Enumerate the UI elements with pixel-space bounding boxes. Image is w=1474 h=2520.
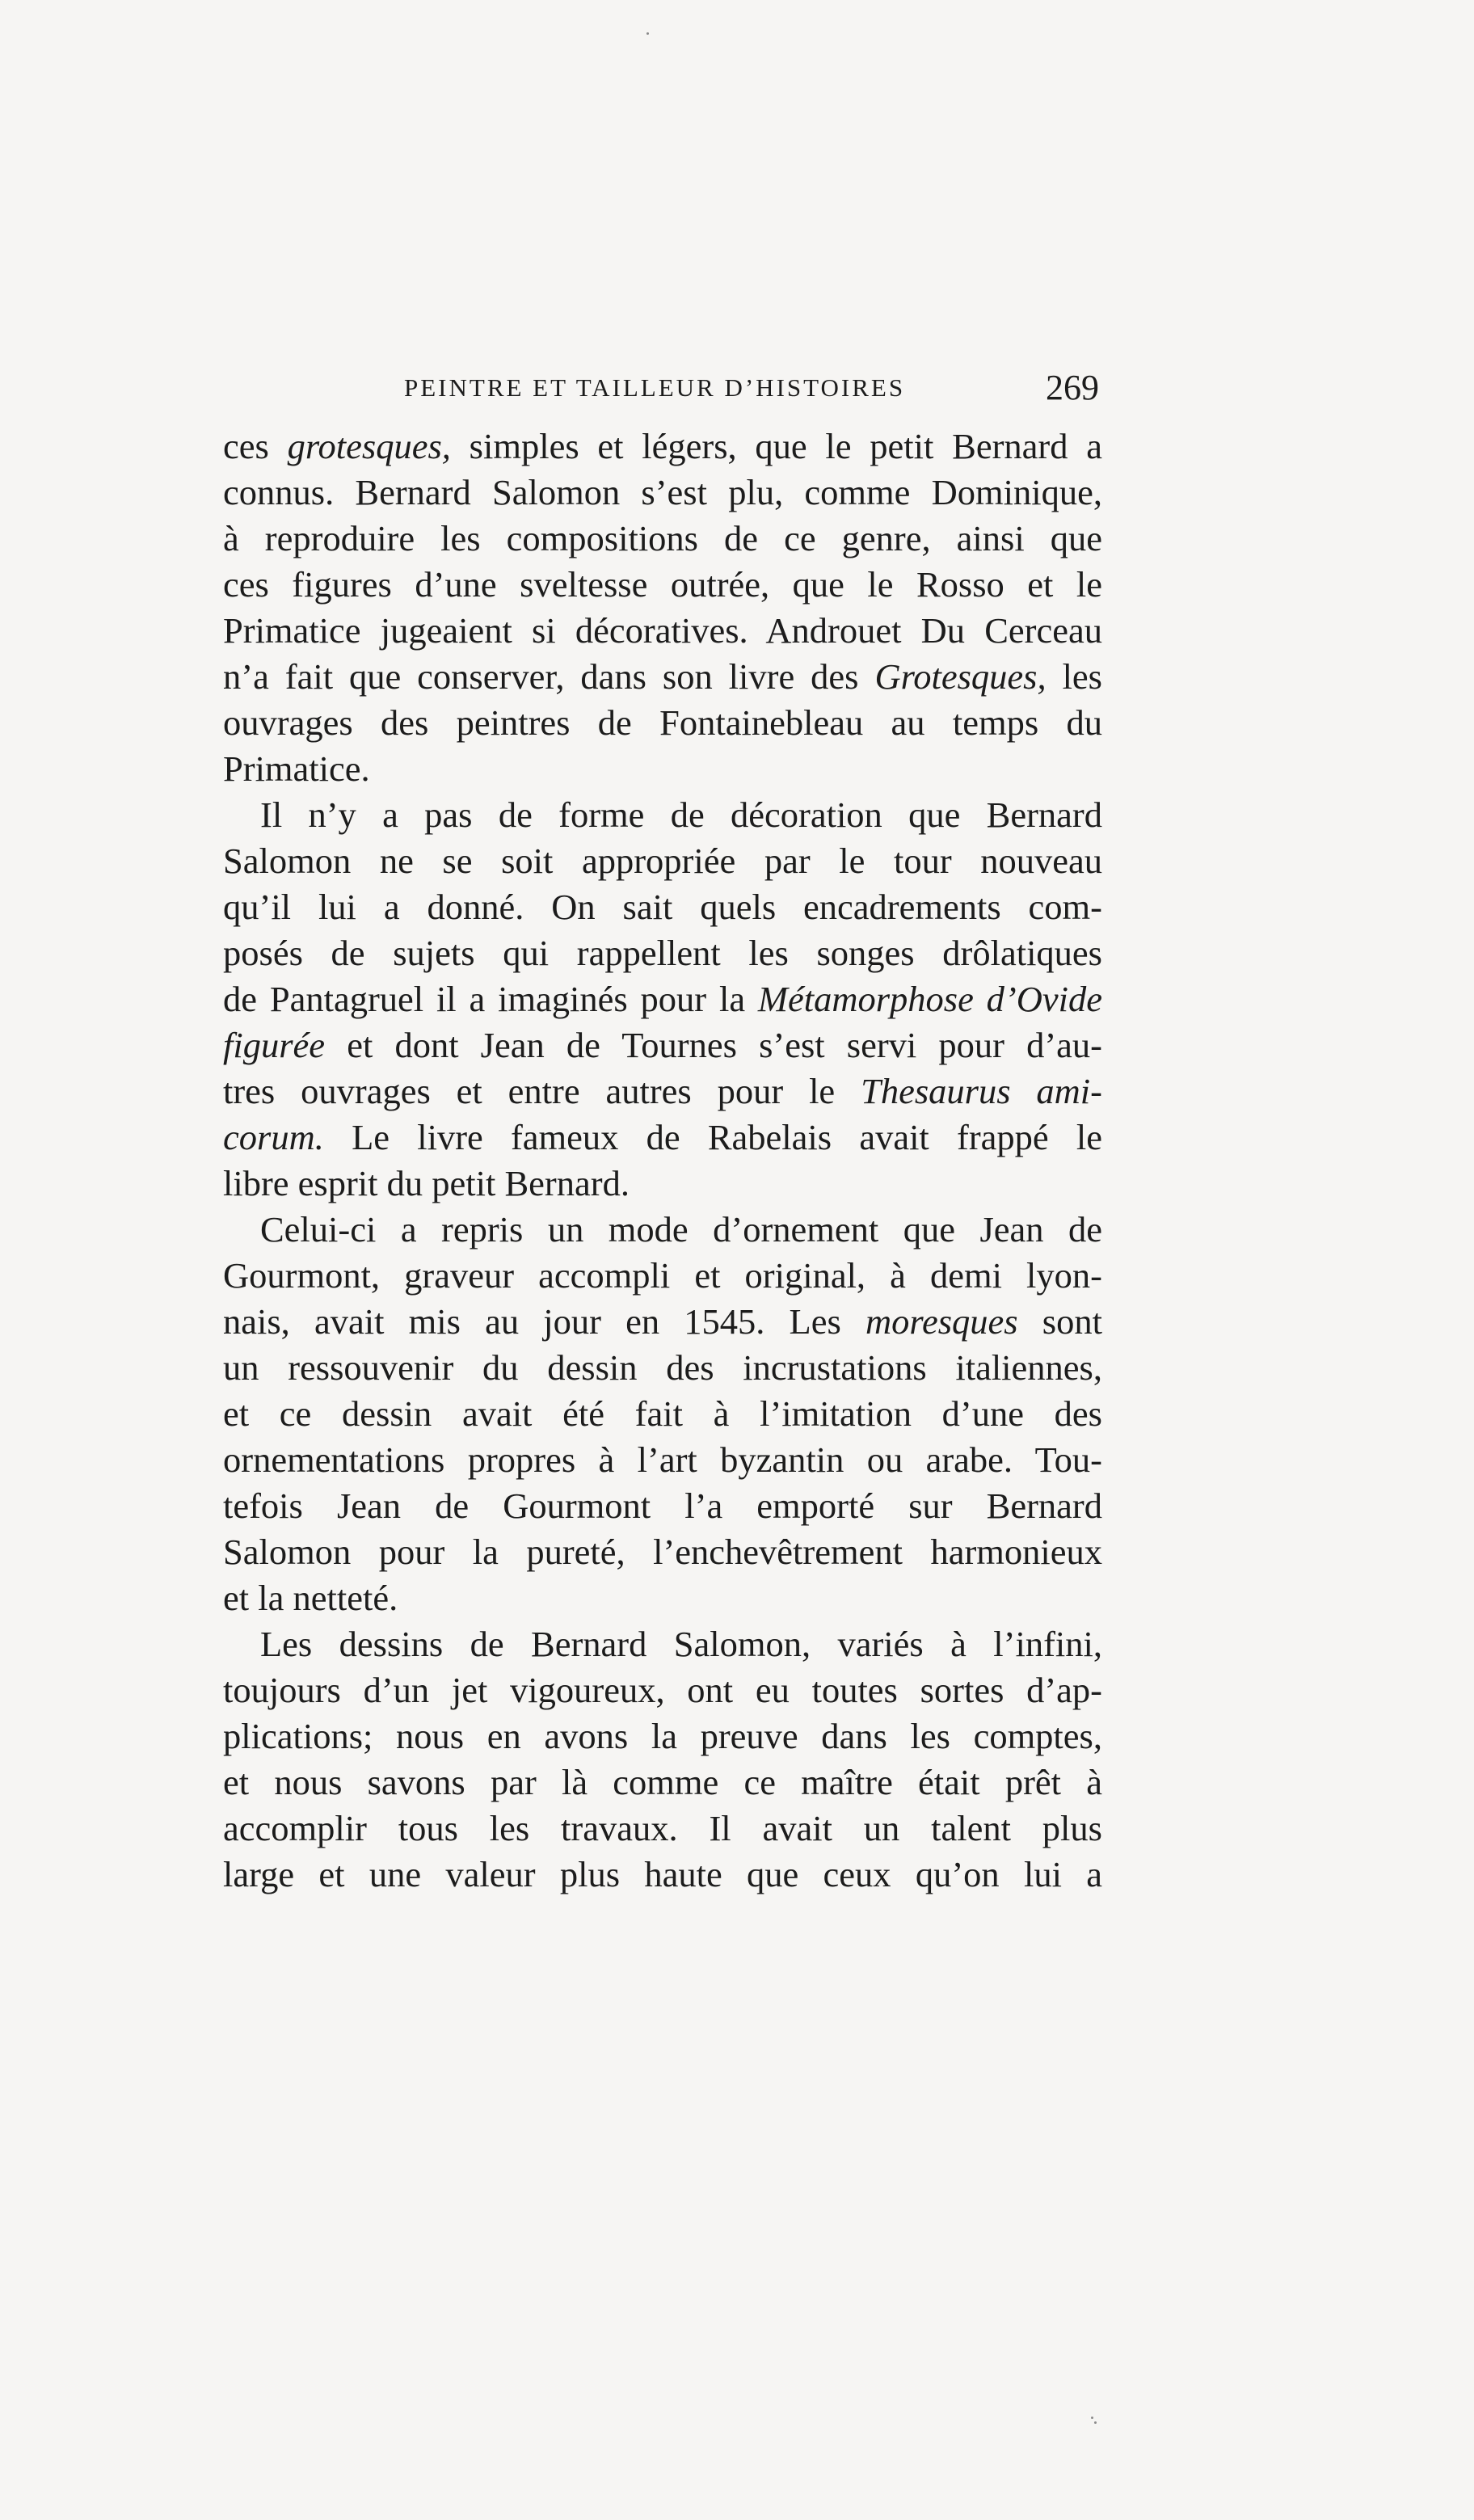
text-run: toujours d’un jet vigoureux, ont eu toutes sortes d’ap-: [223, 1670, 1102, 1710]
text-line: [223, 1022, 1102, 1068]
text-run: qu’il lui a donné. On sait quels encadrements com-: [223, 887, 1102, 927]
text-line: [223, 1713, 1102, 1759]
text-line: [223, 1068, 1102, 1115]
text-line: [223, 976, 1102, 1022]
text-run: et nous savons par là comme ce maître était prêt à: [223, 1762, 1102, 1802]
paragraph: [223, 424, 1102, 792]
text-run: plications; nous en avons la preuve dans les comptes,: [223, 1716, 1102, 1756]
text-run: n’a fait que conserver, dans son livre des: [223, 656, 875, 697]
text-run: accomplir tous les travaux. Il avait un talent plus: [223, 1808, 1102, 1848]
text-run: Il n’y a pas de forme de décoration que Bernard: [260, 794, 1102, 835]
text-run: ouvrages des peintres de Fontainebleau au temps du: [223, 702, 1102, 743]
text-run: Salomon pour la pureté, l’enchevêtrement harmonieux: [223, 1532, 1102, 1572]
italic-title-text: Grotesques,: [874, 656, 1047, 697]
text-line: [223, 608, 1102, 654]
text-line: [223, 1299, 1102, 1345]
text-line: [223, 424, 1102, 470]
text-line: [223, 1575, 1102, 1621]
text-line: [223, 1391, 1102, 1437]
text-line: [223, 516, 1102, 562]
text-run: Salomon ne se soit appropriée par le tour nouveau: [223, 841, 1102, 881]
text-line: [223, 654, 1102, 700]
text-line: [223, 1115, 1102, 1161]
text-run: Celui-ci a repris un mode d’ornement que Jean de: [260, 1209, 1102, 1249]
paragraph: [223, 1207, 1102, 1621]
italic-title-text: Métamorphose d’Ovide: [757, 979, 1103, 1019]
text-run: Primatice.: [223, 748, 370, 789]
text-run: simples et légers, que le petit Bernard a: [450, 426, 1103, 466]
text-run: large et une valeur plus haute que ceux qu’on lui a: [223, 1854, 1102, 1894]
print-speck: [1091, 2417, 1093, 2419]
body-text: [223, 424, 1102, 1898]
print-speck: [1094, 2421, 1097, 2424]
text-run: et la netteté.: [223, 1578, 398, 1618]
text-line: [223, 746, 1102, 792]
italic-title-text: moresques: [865, 1301, 1018, 1342]
text-run: ces figures d’une sveltesse outrée, que le Rosso et le: [223, 564, 1102, 605]
text-run: connus. Bernard Salomon s’est plu, comme Dominique,: [223, 472, 1102, 512]
text-run: sont: [1017, 1301, 1102, 1342]
text-line: [223, 792, 1102, 838]
text-run: posés de sujets qui rappellent les songes drôlatiques: [223, 933, 1102, 973]
text-run: et dont Jean de Tournes s’est servi pour d’au-: [325, 1025, 1102, 1065]
text-line: [223, 1483, 1102, 1529]
paragraph: [223, 792, 1102, 1207]
text-line: [223, 1667, 1102, 1713]
text-line: [223, 1253, 1102, 1299]
print-speck: [646, 32, 649, 35]
text-run: Primatice jugeaient si décoratives. Androuet Du Cerceau: [223, 610, 1102, 651]
text-run: tefois Jean de Gourmont l’a emporté sur Bernard: [223, 1485, 1102, 1526]
text-line: [223, 470, 1102, 516]
text-run: de Pantagruel il a imaginés pour la: [223, 979, 758, 1019]
text-line: [223, 1207, 1102, 1253]
text-line: [223, 1345, 1102, 1391]
italic-title-text: figurée: [223, 1025, 326, 1065]
italic-title-text: corum.: [223, 1117, 324, 1157]
text-run: nais, avait mis au jour en 1545. Les: [223, 1301, 865, 1342]
paragraph: [223, 1621, 1102, 1898]
text-line: [223, 838, 1102, 884]
text-line: [223, 1621, 1102, 1667]
text-run: ces: [223, 426, 288, 466]
text-line: [223, 562, 1102, 608]
text-run: Les dessins de Bernard Salomon, variés à l’infini,: [260, 1624, 1102, 1664]
running-head: PEINTRE ET TAILLEUR D’HISTOIRES: [404, 373, 906, 402]
text-run: Gourmont, graveur accompli et original, à demi lyon-: [223, 1255, 1102, 1296]
text-line: [223, 884, 1102, 930]
text-run: et ce dessin avait été fait à l’imitation d’une des: [223, 1393, 1102, 1434]
page-number: 269: [1046, 368, 1099, 407]
page-header: [223, 367, 1102, 415]
text-run: Le livre fameux de Rabelais avait frappé le: [323, 1117, 1102, 1157]
text-line: [223, 1759, 1102, 1806]
text-line: [223, 1852, 1102, 1898]
text-run: ornementations propres à l’art byzantin ou arabe. Tou-: [223, 1439, 1102, 1480]
text-line: [223, 930, 1102, 976]
italic-title-text: Thesaurus ami-: [861, 1071, 1102, 1111]
text-run: tres ouvrages et entre autres pour le: [223, 1071, 861, 1111]
text-run: les: [1046, 656, 1102, 697]
text-run: un ressouvenir du dessin des incrustations italiennes,: [223, 1347, 1102, 1388]
text-line: [223, 1161, 1102, 1207]
text-line: [223, 1437, 1102, 1483]
text-line: [223, 1806, 1102, 1852]
text-run: à reproduire les compositions de ce genre, ainsi que: [223, 518, 1102, 558]
text-line: [223, 700, 1102, 746]
italic-title-text: grotesques,: [287, 426, 451, 466]
text-line: [223, 1529, 1102, 1575]
text-run: libre esprit du petit Bernard.: [223, 1163, 630, 1203]
